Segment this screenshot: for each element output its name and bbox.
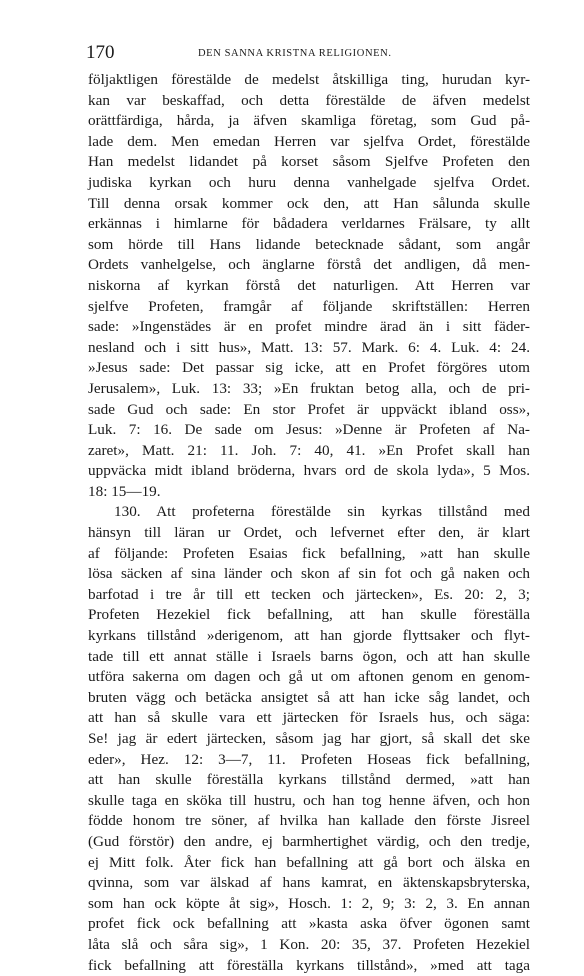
- text-line: bruten vägg och betäcka ansigtet så att han icke såg landet, och: [88, 688, 530, 706]
- text-line: skulle taga en sköka till hustru, och han tog henne äfven, och hon: [88, 791, 530, 809]
- text-line: eder», Hez. 12: 3—7, 11. Profeten Hoseas fick befallning,: [88, 750, 530, 768]
- text-line: uppväcka midt ibland bröderna, hvars ord de skola lyda», 5 Mos.: [88, 462, 530, 480]
- text-line: af följande: Profeten Esaias fick befallning, »att han skulle: [88, 544, 530, 562]
- page-number: 170: [86, 42, 115, 63]
- text-line: att han så skulle vara ett järtecken för Israels hus, och säga:: [88, 709, 530, 727]
- text-line: ej Mitt folk. Åter fick han befallning att gå bort och älska en: [88, 853, 530, 871]
- text-line: Se! jag är edert järtecken, såsom jag har gjort, så skall det ske: [88, 730, 530, 747]
- text-line: sade Gud och sade: En stor Profet är uppväckt ibland oss»,: [88, 400, 530, 418]
- text-line: följaktligen förestälde de medelst åtskilliga ting, hurudan kyr-: [88, 71, 530, 88]
- text-line: Profeten Hezekiel fick befallning, att han skulle föreställa: [88, 606, 530, 624]
- text-line: fick befallning att föreställa kyrkans tillstånd», »med att taga: [88, 956, 530, 974]
- text-line: niskorna af kyrkan förstå det naturligen. Att Herren var: [88, 276, 530, 294]
- text-line: Jerusalem», Luk. 13: 33; »En fruktan betog alla, och de pri-: [88, 379, 530, 397]
- text-line: »Jesus sade: Det passar sig icke, att en Profet förgöres utom: [88, 359, 530, 377]
- text-line: 18: 15—19.: [88, 482, 161, 500]
- text-line: (Gud förstör) den andre, ej barmhertighet värdig, och den tredje,: [88, 832, 530, 850]
- text-line: lade dem. Men emedan Herren var sjelfva Ordet, förestälde: [88, 132, 530, 150]
- body-text: [88, 70, 530, 976]
- text-line: sade: »Ingenstädes är en profet mindre ärad än i sitt fäder-: [88, 318, 530, 336]
- text-line: låta slå och såra sig», 1 Kon. 20: 35, 37. Profeten Hezekiel: [88, 935, 530, 953]
- text-line: att han skulle föreställa kyrkans tillstånd dermed, »att han: [88, 771, 530, 789]
- text-line: kan var beskaffad, och detta förestälde de äfven medelst: [88, 91, 530, 109]
- text-line: lösa säcken af sina länder och skon af sin fot och gå naken och: [88, 565, 530, 583]
- page-header: [86, 42, 530, 64]
- text-line: qvinna, som var älskad af hans kamrat, en äktenskapsbryterska,: [88, 874, 530, 892]
- text-line: sjelfve Profeten, framgår af följande skriftställen: Herren: [88, 297, 530, 315]
- text-line: orättfärdiga, hårda, ja äfven skamliga företag, som Gud på-: [88, 112, 530, 130]
- text-line: födde honom tre söner, af hvilka han kallade den förste Jisreel: [88, 812, 530, 830]
- text-line: Luk. 7: 16. De sade om Jesus: »Denne är Profeten af Na-: [88, 421, 530, 439]
- text-line: Han medelst lidandet på korset såsom Sjelfve Profeten den: [88, 153, 530, 171]
- text-line: utföra sakerna om dagen och gå ut om aftonen genom en genom-: [88, 668, 530, 686]
- text-line: barfotad i tre år till ett tecken och järtecken», Es. 20: 2, 3;: [88, 585, 530, 603]
- text-line: som hörde till Hans lidande betecknade sådant, som angår: [88, 235, 530, 253]
- text-line: hänsyn till läran ur Ordet, och lefvernet efter den, är klart: [88, 524, 530, 542]
- text-line: som han ock köpte åt sig», Hosch. 1: 2, 9; 3: 2, 3. En annan: [88, 894, 530, 912]
- text-line: 130. Att profeterna förestälde sin kyrkas tillstånd med: [114, 503, 530, 521]
- text-line: profet fick ock befallning att »kasta aska öfver ögonen samt: [88, 915, 530, 933]
- text-line: erkännas i himlarne för bådadera verldarnes Frälsare, ty allt: [88, 215, 530, 233]
- running-title: DEN SANNA KRISTNA RELIGIONEN.: [198, 48, 392, 59]
- text-line: tade till ett annat ställe i Israels barns ögon, och att han skulle: [88, 647, 530, 665]
- text-line: judiska kyrkan och huru denna vanhelgade sjelfva Ordet.: [88, 173, 530, 191]
- text-line: nesland och i sitt hus», Matt. 13: 57. Mark. 6: 4. Luk. 4: 24.: [88, 338, 530, 356]
- text-line: kyrkans tillstånd »derigenom, att han gjorde flyttsaker och flyt-: [88, 627, 530, 645]
- text-line: zaret», Matt. 21: 11. Joh. 7: 40, 41. »En Profet skall han: [88, 441, 530, 459]
- text-line: Ordets vanhelgelse, och änglarne förstå det andligen, då men-: [88, 256, 530, 274]
- text-line: Till denna orsak kommer ock den, att Han sålunda skulle: [88, 194, 530, 212]
